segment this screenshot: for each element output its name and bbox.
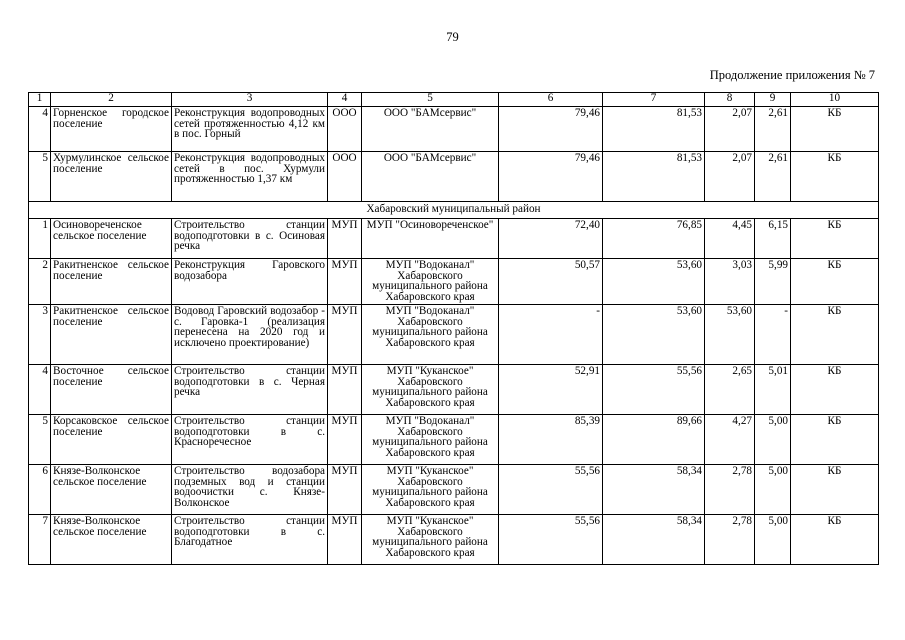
table-row bbox=[29, 415, 879, 465]
cell-v7: 58,34 bbox=[603, 515, 705, 565]
cell-settlement: Князе-Волконское сельское поселение bbox=[51, 465, 172, 515]
cell-project: Реконструкция водопроводных сетей в пос. Хурмули протяженностью 1,37 км bbox=[172, 152, 328, 202]
cell-v8: 4,27 bbox=[705, 415, 755, 465]
cell-settlement: Ракитненское сельское поселение bbox=[51, 259, 172, 305]
header-cell: 7 bbox=[603, 93, 705, 107]
cell-org: МУП "Куканское" Хабаровского муниципального района Хабаровского края bbox=[362, 515, 499, 565]
table-row bbox=[29, 305, 879, 365]
cell-settlement: Горненское городское поселение bbox=[51, 107, 172, 152]
cell-project: Строительство станции водоподготовки в с. Благодатное bbox=[172, 515, 328, 565]
cell-v8: 53,60 bbox=[705, 305, 755, 365]
cell-src: КБ bbox=[791, 415, 879, 465]
cell-v6: 55,56 bbox=[499, 515, 603, 565]
cell-project: Строительство станции водоподготовки в с. Черная речка bbox=[172, 365, 328, 415]
cell-v8: 2,78 bbox=[705, 465, 755, 515]
cell-v9: 5,99 bbox=[755, 259, 791, 305]
cell-form: МУП bbox=[328, 365, 362, 415]
cell-settlement: Осиновореченское сельское поселение bbox=[51, 219, 172, 259]
cell-v8: 3,03 bbox=[705, 259, 755, 305]
cell-v7: 89,66 bbox=[603, 415, 705, 465]
cell-num: 2 bbox=[29, 259, 51, 305]
table-row bbox=[29, 365, 879, 415]
header-cell: 3 bbox=[172, 93, 328, 107]
cell-src: КБ bbox=[791, 152, 879, 202]
cell-settlement: Ракитненское сельское поселение bbox=[51, 305, 172, 365]
cell-v6: 50,57 bbox=[499, 259, 603, 305]
cell-settlement: Князе-Волконское сельское поселение bbox=[51, 515, 172, 565]
cell-v8: 2,78 bbox=[705, 515, 755, 565]
cell-src: КБ bbox=[791, 465, 879, 515]
header-cell: 8 bbox=[705, 93, 755, 107]
cell-settlement: Восточное сельское поселение bbox=[51, 365, 172, 415]
cell-v6: 85,39 bbox=[499, 415, 603, 465]
cell-v8: 2,07 bbox=[705, 152, 755, 202]
cell-form: МУП bbox=[328, 219, 362, 259]
cell-v8: 4,45 bbox=[705, 219, 755, 259]
cell-form: МУП bbox=[328, 305, 362, 365]
cell-form: ООО bbox=[328, 107, 362, 152]
cell-src: КБ bbox=[791, 365, 879, 415]
header-cell: 5 bbox=[362, 93, 499, 107]
table-row bbox=[29, 259, 879, 305]
data-table bbox=[28, 92, 879, 565]
cell-v9: 5,00 bbox=[755, 465, 791, 515]
cell-project: Строительство станции водоподготовки в с. Красноречесное bbox=[172, 415, 328, 465]
section-title: Хабаровский муниципальный район bbox=[29, 202, 879, 219]
cell-v8: 2,65 bbox=[705, 365, 755, 415]
cell-org: МУП "Водоканал" Хабаровского муниципального района Хабаровского края bbox=[362, 305, 499, 365]
cell-org: ООО "БАМсервис" bbox=[362, 152, 499, 202]
cell-num: 1 bbox=[29, 219, 51, 259]
cell-v7: 76,85 bbox=[603, 219, 705, 259]
cell-src: КБ bbox=[791, 305, 879, 365]
cell-project: Реконструкция Гаровского водозабора bbox=[172, 259, 328, 305]
cell-org: ООО "БАМсервис" bbox=[362, 107, 499, 152]
cell-v6: 79,46 bbox=[499, 107, 603, 152]
cell-v7: 53,60 bbox=[603, 305, 705, 365]
header-cell: 1 bbox=[29, 93, 51, 107]
cell-org: МУП "Водоканал" Хабаровского муниципального района Хабаровского края bbox=[362, 415, 499, 465]
table-row bbox=[29, 107, 879, 152]
header-cell: 9 bbox=[755, 93, 791, 107]
cell-org: МУП "Куканское" Хабаровского муниципального района Хабаровского края bbox=[362, 465, 499, 515]
section-row bbox=[29, 202, 879, 219]
table-row bbox=[29, 465, 879, 515]
cell-v9: - bbox=[755, 305, 791, 365]
cell-v7: 55,56 bbox=[603, 365, 705, 415]
cell-src: КБ bbox=[791, 107, 879, 152]
cell-num: 4 bbox=[29, 365, 51, 415]
header-row bbox=[29, 93, 879, 107]
table-row bbox=[29, 219, 879, 259]
cell-v6: 52,91 bbox=[499, 365, 603, 415]
cell-org: МУП "Осиновореченское" bbox=[362, 219, 499, 259]
table-body bbox=[29, 93, 879, 565]
cell-v7: 58,34 bbox=[603, 465, 705, 515]
cell-v7: 81,53 bbox=[603, 107, 705, 152]
cell-src: КБ bbox=[791, 219, 879, 259]
cell-v9: 6,15 bbox=[755, 219, 791, 259]
cell-v6: 79,46 bbox=[499, 152, 603, 202]
table-row bbox=[29, 515, 879, 565]
cell-form: МУП bbox=[328, 515, 362, 565]
cell-form: ООО bbox=[328, 152, 362, 202]
cell-org: МУП "Водоканал" Хабаровского муниципального района Хабаровского края bbox=[362, 259, 499, 305]
cell-v9: 5,00 bbox=[755, 415, 791, 465]
table-row bbox=[29, 152, 879, 202]
cell-src: КБ bbox=[791, 259, 879, 305]
cell-form: МУП bbox=[328, 465, 362, 515]
cell-project: Водовод Гаровский водозабор - с. Гаровка-1 (реализация перенесена на 2020 год и исключено проектирование) bbox=[172, 305, 328, 365]
cell-settlement: Корсаковское сельское поселение bbox=[51, 415, 172, 465]
cell-org: МУП "Куканское" Хабаровского муниципального района Хабаровского края bbox=[362, 365, 499, 415]
cell-num: 4 bbox=[29, 107, 51, 152]
cell-v7: 53,60 bbox=[603, 259, 705, 305]
header-cell: 6 bbox=[499, 93, 603, 107]
cell-v6: 55,56 bbox=[499, 465, 603, 515]
header-cell: 4 bbox=[328, 93, 362, 107]
cell-num: 5 bbox=[29, 152, 51, 202]
cell-v9: 5,01 bbox=[755, 365, 791, 415]
cell-v9: 2,61 bbox=[755, 107, 791, 152]
cell-v7: 81,53 bbox=[603, 152, 705, 202]
cell-v6: - bbox=[499, 305, 603, 365]
cell-settlement: Хурмулинское сельское поселение bbox=[51, 152, 172, 202]
cell-v9: 5,00 bbox=[755, 515, 791, 565]
header-cell: 2 bbox=[51, 93, 172, 107]
cell-project: Реконструкция водопроводных сетей протяженностью 4,12 км в пос. Горный bbox=[172, 107, 328, 152]
cell-form: МУП bbox=[328, 415, 362, 465]
cell-project: Строительство водозабора подземных вод и станции водоочистки с. Князе-Волконское bbox=[172, 465, 328, 515]
cell-form: МУП bbox=[328, 259, 362, 305]
cell-v9: 2,61 bbox=[755, 152, 791, 202]
appendix-note: Продолжение приложения № 7 bbox=[709, 68, 875, 82]
cell-num: 3 bbox=[29, 305, 51, 365]
header-cell: 10 bbox=[791, 93, 879, 107]
page-number: 79 bbox=[446, 30, 459, 44]
cell-v8: 2,07 bbox=[705, 107, 755, 152]
cell-src: КБ bbox=[791, 515, 879, 565]
cell-num: 5 bbox=[29, 415, 51, 465]
cell-num: 6 bbox=[29, 465, 51, 515]
cell-v6: 72,40 bbox=[499, 219, 603, 259]
cell-num: 7 bbox=[29, 515, 51, 565]
cell-project: Строительство станции водоподготовки в с. Осиновая речка bbox=[172, 219, 328, 259]
